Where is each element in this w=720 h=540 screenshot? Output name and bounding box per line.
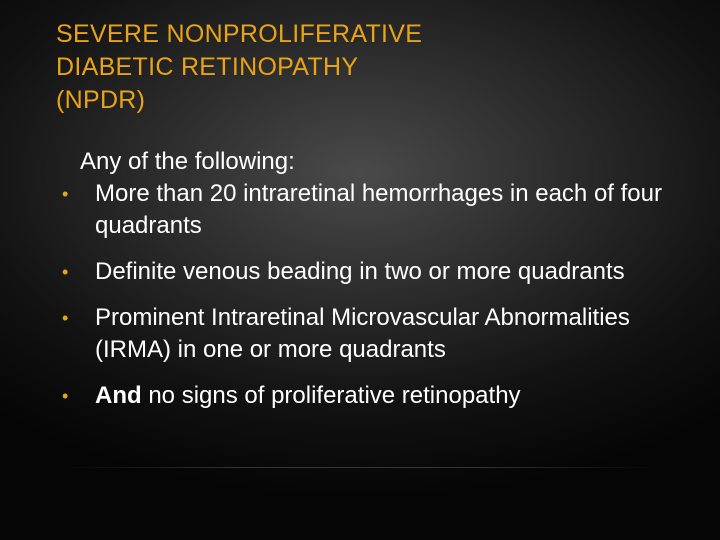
title-line-1: SEVERE NONPROLIFERATIVE — [56, 20, 423, 48]
title-line-2: DIABETIC RETINOPATHY — [56, 53, 359, 81]
bullet-item-venous-beading — [58, 256, 698, 288]
slide-title — [56, 18, 616, 117]
bullet-item-hemorrhages — [58, 178, 698, 242]
bullet-text: Prominent Intraretinal Microvascular Abnormalities (IRMA) in one or more quadrants — [95, 304, 630, 363]
bullet-item-irma — [58, 302, 698, 366]
bullet-dot-icon: • — [62, 262, 69, 282]
bullet-list — [58, 178, 698, 412]
title-line-3: (NPDR) — [56, 86, 146, 114]
bullet-item-no-proliferative — [58, 380, 698, 412]
slide-body — [58, 146, 698, 426]
bullet-dot-icon: • — [62, 184, 69, 204]
bullet-dot-icon: • — [62, 308, 69, 328]
bullet-text: More than 20 intraretinal hemorrhages in each of four quadrants — [95, 180, 662, 239]
bullet-bold-lead: And — [95, 382, 142, 409]
bullet-text: Definite venous beading in two or more quadrants — [95, 258, 625, 285]
bullet-dot-icon: • — [62, 386, 69, 406]
bottom-divider — [60, 467, 660, 468]
bullet-text: no signs of proliferative retinopathy — [141, 382, 521, 409]
intro-text: Any of the following: — [80, 148, 295, 175]
